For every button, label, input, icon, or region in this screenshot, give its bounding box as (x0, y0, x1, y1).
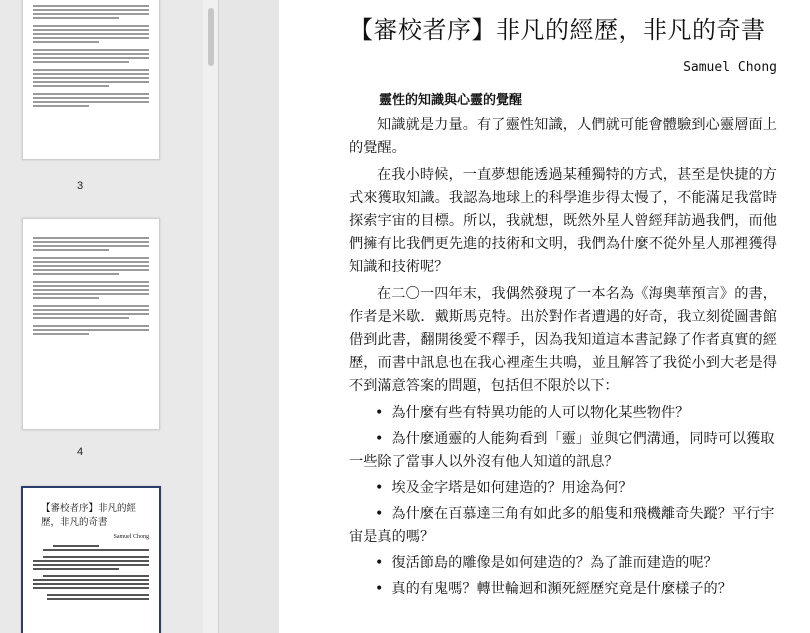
list-item-text: 為什麼有些有特異功能的人可以物化某些物件？ (391, 405, 690, 421)
thumbnail-title: 【審校者序】非凡的經歷，非凡的奇書 (41, 503, 137, 528)
page-thumbnail-4[interactable] (22, 218, 160, 430)
thumbnail-author: Samuel Chong (113, 534, 149, 540)
list-item (349, 402, 777, 425)
list-item (349, 552, 777, 575)
bullet-icon: • (375, 506, 384, 522)
page-number-label: 3 (76, 180, 84, 192)
list-item-text: 復活節島的雕像是如何建造的？為了誰而建造的呢？ (391, 555, 718, 571)
bullet-icon: • (375, 555, 384, 571)
list-item (349, 428, 777, 474)
list-item (349, 477, 777, 500)
bullet-icon: • (375, 431, 384, 447)
thumbnail-sidebar (0, 0, 219, 633)
intro-paragraph: 知識就是力量。有了靈性知識，人們就可能會體驗到心靈層面上的覺醒。 (349, 117, 777, 156)
document-author: Samuel Chong (683, 60, 777, 75)
page-content (349, 10, 777, 604)
page-thumbnail-current[interactable] (21, 486, 161, 633)
bullet-icon: • (375, 405, 384, 421)
bullet-icon: • (375, 581, 384, 597)
viewer-gutter (219, 0, 279, 633)
list-item-text: 埃及金字塔是如何建造的？用途為何？ (391, 480, 633, 496)
sidebar-scrollbar-thumb[interactable] (208, 8, 214, 66)
list-item (349, 578, 777, 601)
bullet-icon: • (375, 480, 384, 496)
list-item-text: 為什麼在百慕達三角有如此多的船隻和飛機離奇失蹤？平行宇宙是真的嗎？ (349, 506, 775, 545)
section-subheading: 靈性的知識與心靈的覺醒 (379, 93, 523, 108)
page-thumbnail-3[interactable] (22, 0, 160, 160)
list-item-text: 真的有鬼嗎？轉世輪迴和瀕死經歷究竟是什麼樣子的？ (391, 581, 732, 597)
document-page (279, 0, 810, 633)
page-number-label: 4 (76, 446, 84, 458)
question-list (349, 402, 777, 601)
list-item (349, 503, 777, 549)
body-paragraph: 在二〇一四年末，我偶然發現了一本名為《海奧華預言》的書，作者是米歇．戴斯馬克特。出於對作者遭遇的好奇，我立刻從圖書館借到此書，翻開後愛不釋手，因為我知道這本書記錄了作者真實的經歷，而書中訊息也在我心裡產生共鳴，並且解答了我從小到大老是得不到滿意答案的問題，包括但不限於以下： (349, 286, 777, 394)
list-item-text: 為什麼通靈的人能夠看到「靈」並與它們溝通，同時可以獲取一些除了當事人以外沒有他人知道的訊息？ (349, 431, 775, 470)
sidebar-scrollbar[interactable] (203, 0, 218, 633)
document-title: 【審校者序】非凡的經歷，非凡的奇書 (349, 16, 766, 44)
body-paragraph: 在我小時候，一直夢想能透過某種獨特的方式，甚至是快捷的方式來獲取知識。我認為地球上的科學進步得太慢了，不能滿足我當時探索宇宙的目標。所以，我就想，既然外星人曾經拜訪過我們，而他們擁有比我們更先進的技術和文明，我們為什麼不從外星人那裡獲得知識和技術呢？ (349, 167, 777, 275)
